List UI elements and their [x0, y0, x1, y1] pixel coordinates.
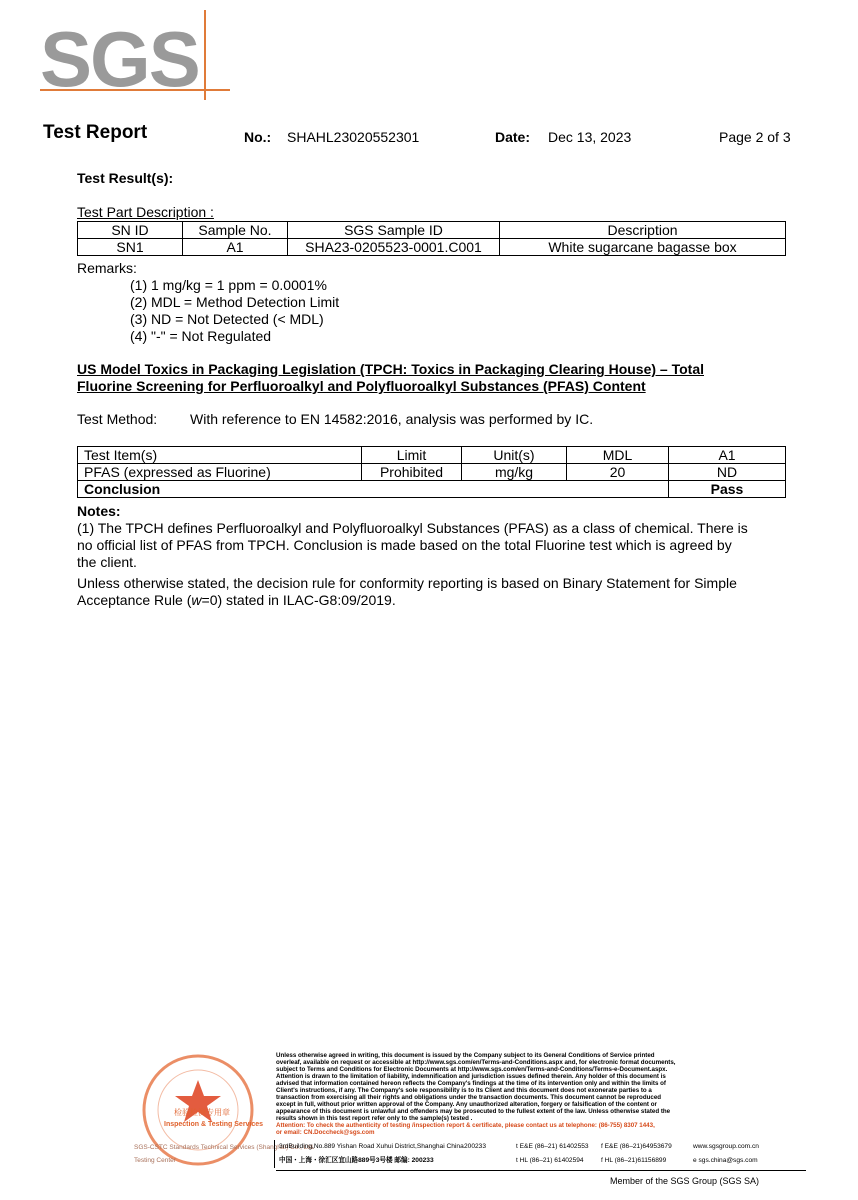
table-cell: White sugarcane bagasse box [500, 239, 786, 256]
remark-item: (3) ND = Not Detected (< MDL) [130, 311, 324, 327]
table-header-cell: A1 [669, 447, 786, 464]
table-cell: A1 [183, 239, 288, 256]
tel-ee: t E&E (86–21) 61402553 [516, 1143, 589, 1150]
table-header-cell: Sample No. [183, 222, 288, 239]
notes-line: the client. [77, 554, 137, 570]
fine-print-line: Attention is drawn to the limitation of liability, indemnification and jurisdiction issues defined therein. Any holder of this document is [276, 1073, 666, 1080]
notes-line: no official list of PFAS from TPCH. Conclusion is made based on the total Fluorine test which is agreed by [77, 537, 732, 553]
table-cell: SN1 [78, 239, 183, 256]
table-header-cell: Unit(s) [462, 447, 567, 464]
footer-rule [276, 1170, 806, 1171]
notes-text: Acceptance Rule ( [77, 592, 192, 608]
remark-item: (4) "-" = Not Regulated [130, 328, 272, 344]
table-header-cell: Description [500, 222, 786, 239]
remarks-list [130, 277, 339, 345]
member-note: Member of the SGS Group (SGS SA) [610, 1176, 760, 1186]
table-row [78, 464, 786, 481]
part-description-title: Test Part Description : [77, 204, 214, 220]
test-method-value: With reference to EN 14582:2016, analysis was performed by IC. [190, 411, 594, 427]
section-title [77, 361, 704, 395]
fine-print-line: Client's instructions, if any. The Company's sole responsibility is to its Client and this document does not exonerate parties to a [276, 1087, 652, 1094]
fine-print-line: overleaf, available on request or accessible at http://www.sgs.com/en/Terms-and-Conditions.aspx and, for electronic format documents, [276, 1059, 676, 1066]
company-name: SGS-CSTC Standards Technical Services (Shanghai) Co., Ltd. [134, 1144, 315, 1151]
conclusion-value: Pass [669, 481, 786, 498]
report-title: Test Report [43, 122, 148, 143]
terms-fine-print [276, 1052, 676, 1136]
notes-paragraph-1 [77, 520, 797, 571]
notes-text-italic: w [191, 592, 202, 608]
table-header-cell: Limit [362, 447, 462, 464]
table-header-cell: SN ID [78, 222, 183, 239]
results-table [77, 446, 786, 498]
fax-ee: f E&E (86–21)64953679 [601, 1143, 672, 1150]
table-cell: PFAS (expressed as Fluorine) [78, 464, 362, 481]
part-description-table [77, 221, 786, 256]
page-number: Page 2 of 3 [719, 129, 791, 145]
fine-print-line: appearance of this document is unlawful and offenders may be prosecuted to the fullest extent of the law. Unless otherwise stated the [276, 1108, 671, 1115]
table-cell: SHA23-0205523-0001.C001 [288, 239, 500, 256]
table-cell: ND [669, 464, 786, 481]
notes-text: =0) stated in ILAC-G8:09/2019. [201, 592, 396, 608]
sgs-logo [40, 10, 240, 102]
table-cell: Prohibited [362, 464, 462, 481]
notes-line: (1) The TPCH defines Perfluoroalkyl and Polyfluoroalkyl Substances (PFAS) as a class of chemical. There is [77, 520, 748, 536]
notes-line [77, 592, 797, 609]
notes-paragraph-2 [77, 575, 797, 609]
remarks-label: Remarks: [77, 260, 137, 276]
attention-line: Attention: To check the authenticity of testing /inspection report & certificate, please contact us at telephone: (86-755) 8307 1443, [276, 1122, 655, 1129]
table-header-cell: MDL [567, 447, 669, 464]
tel-hl: t HL (86–21) 61402594 [516, 1157, 584, 1164]
section-title-line: US Model Toxics in Packaging Legislation (TPCH: Toxics in Packaging Clearing House) – Total [77, 361, 704, 377]
section-title-line: Fluorine Screening for Perfluoroalkyl and Polyfluoroalkyl Substances (PFAS) Content [77, 378, 646, 394]
address-en: 3rdBuilding,No.889 Yishan Road Xuhui District,Shanghai China [279, 1143, 464, 1150]
notes-label: Notes: [77, 503, 121, 519]
email: e sgs.china@sgs.com [693, 1157, 758, 1164]
postcode: 200233 [464, 1143, 487, 1150]
table-header-cell: Test Item(s) [78, 447, 362, 464]
table-cell: 20 [567, 464, 669, 481]
remark-item: (1) 1 mg/kg = 1 ppm = 0.0001% [130, 277, 327, 293]
report-number: SHAHL23020552301 [287, 129, 420, 145]
address-cn: 中国・上海・徐汇区宜山路889号3号楼 邮编: 200233 [279, 1157, 434, 1164]
fine-print-line: subject to Terms and Conditions for Electronic Documents at http://www.sgs.com/en/Terms-and-Conditions/Terms-e-Document.aspx. [276, 1066, 668, 1073]
test-results-heading: Test Result(s): [77, 170, 174, 186]
seal-text: 检验检测专用章 [174, 1108, 230, 1117]
website: www.sgsgroup.com.cn [693, 1143, 759, 1150]
conclusion-row [78, 481, 786, 498]
fax-hl: f HL (86–21)61156899 [601, 1157, 667, 1164]
fine-print-line: transaction from exercising all their rights and obligations under the transaction documents. This document cannot be reproduced [276, 1094, 662, 1101]
conclusion-label: Conclusion [78, 481, 669, 498]
table-header-cell: SGS Sample ID [288, 222, 500, 239]
remark-item: (2) MDL = Method Detection Limit [130, 294, 340, 310]
report-date-label: Date: [495, 129, 531, 145]
report-date: Dec 13, 2023 [548, 129, 632, 145]
footer-divider [274, 1140, 275, 1168]
fine-print-line: Unless otherwise agreed in writing, this document is issued by the Company subject to its General Conditions of Service printed [276, 1052, 655, 1059]
fine-print-line: results shown in this test report refer only to the sample(s) tested . [276, 1115, 473, 1122]
report-number-label: No.: [244, 129, 272, 145]
company-center: Testing Center [134, 1157, 176, 1164]
seal-subtitle: Inspection & Testing Services [164, 1121, 264, 1128]
notes-line: Unless otherwise stated, the decision rule for conformity reporting is based on Binary Statement for Simple [77, 575, 737, 591]
table-row [78, 239, 786, 256]
fine-print-line: except in full, without prior written approval of the Company. Any unauthorized alteration, forgery or falsification of the content or [276, 1101, 657, 1108]
svg-text:SGS: SGS [40, 15, 199, 102]
fine-print-line: advised that information contained hereon reflects the Company's findings at the time of its intervention only and within the limits of [276, 1080, 666, 1087]
attention-email: or email: CN.Doccheck@sgs.com [276, 1129, 375, 1136]
table-header-row [78, 222, 786, 239]
table-header-row [78, 447, 786, 464]
table-cell: mg/kg [462, 464, 567, 481]
test-method-label: Test Method: [77, 411, 158, 427]
